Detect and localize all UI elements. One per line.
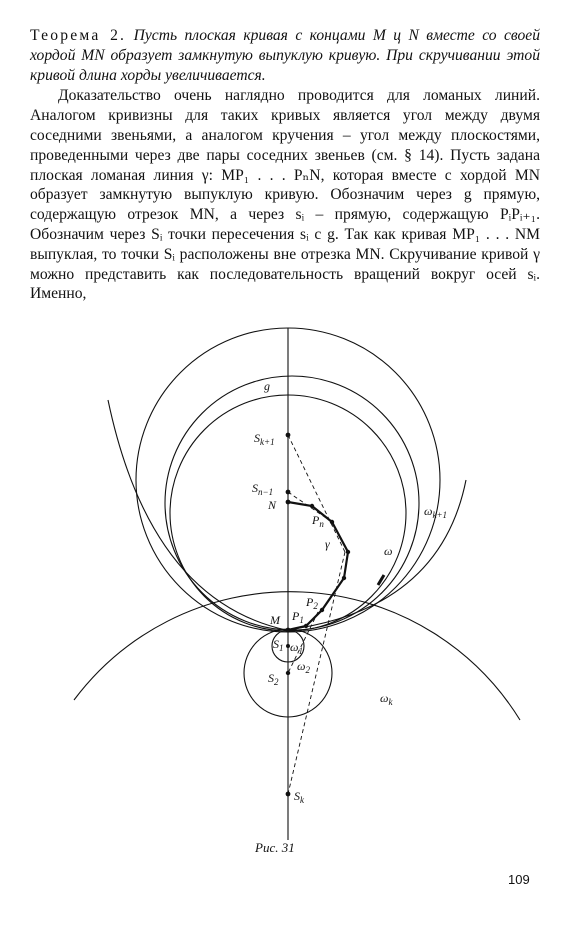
point-c — [342, 576, 346, 580]
theorem-statement: Пусть плоская кривая с концами M ц N вместе со своей хордой MN образует замкнутую выпуклую кривую. При скручивании этой кривой длина хорды увеличивается. — [30, 27, 540, 84]
point-m — [286, 628, 291, 633]
label-gamma: γ — [325, 537, 330, 551]
point-n — [286, 500, 291, 505]
point-sk — [286, 792, 291, 797]
label-pn: $P_n$ — [312, 513, 324, 529]
label-p1: $P_1$ — [292, 609, 304, 625]
figure-caption: Рис. 31 — [255, 840, 295, 855]
label-g: g — [264, 379, 270, 393]
text-body — [30, 26, 540, 304]
figure-diagram — [0, 310, 567, 870]
point-sn1 — [286, 490, 291, 495]
proof-paragraph: Доказательство очень наглядно проводится для ломаных линий. Аналогом кривизны для таких кривых является угол между двумя соседними звеньями, а аналогом кручения – угол между плоскостями, проведенными через две пары соседних звеньев (см. § 14). Пусть задана плоская ломаная линия γ: MP₁ . . . PₙN, которая вместе с хордой MN образует замкнутую выпуклую кривую. Обозначим через g прямую, содержащую отрезок MN, а через sᵢ – прямую, содержащую PᵢPᵢ₊₁. Обозначим через Sᵢ точки пересечения sᵢ с g. Так как кривая MP₁ . . . NM выпуклая, то точки Sᵢ расположены вне отрезка MN. Скручивание кривой γ можно представить как последовательность вращений вокруг осей sᵢ. Именно, — [30, 87, 540, 303]
label-s1: $S_1$ — [273, 637, 284, 653]
figure-31 — [0, 310, 567, 870]
dashed-sk1 — [288, 435, 345, 552]
label-omega-2: $\omega_2$ — [297, 659, 310, 675]
point-sk1 — [286, 433, 291, 438]
point-p2 — [320, 608, 324, 612]
point-p1 — [304, 624, 308, 628]
point-s2 — [286, 671, 290, 675]
label-sk1: $S_{k+1}$ — [254, 431, 275, 447]
label-p2: $P_2$ — [306, 595, 318, 611]
label-omega: ω — [384, 544, 393, 558]
label-sk: $S_k$ — [294, 789, 304, 805]
label-s2: $S_2$ — [268, 671, 279, 687]
label-sn1: $S_{n-1}$ — [252, 481, 274, 497]
label-omega-k: $\omega_k$ — [380, 691, 393, 707]
point-pn — [330, 520, 334, 524]
label-omega-1: $\omega_1$ — [290, 640, 303, 656]
point-b — [346, 550, 350, 554]
theorem — [30, 26, 540, 85]
point-a — [310, 504, 314, 508]
label-n: N — [268, 498, 277, 512]
label-omega-k1: $\omega_{k+1}$ — [424, 504, 448, 520]
theorem-lead: Теорема 2. — [30, 27, 127, 44]
page-number: 109 — [508, 872, 530, 887]
label-m: M — [270, 613, 280, 627]
